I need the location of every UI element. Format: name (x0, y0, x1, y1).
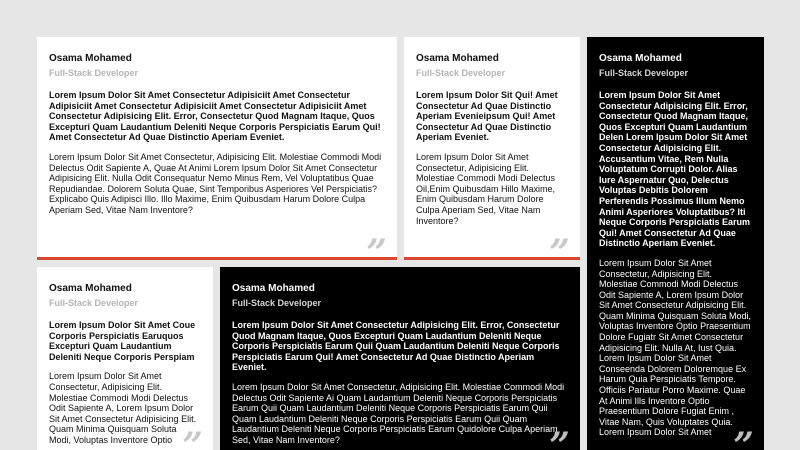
author-role: Full-Stack Developer (599, 68, 689, 78)
testimonial-headline: Lorem Ipsum Dolor Sit Amet Consectetur Adipisicing Elit. Error, Consectetur Quod Magnam Itaque, Quos Excepturi Quam Laudantium Deleniti Neque Corporis Perspiciatis Earum Quii Quam Laudantium Deleniti Neque Corporis Perspiciatis Earum Qui! Amet Consectetur Ad Quae Distinctio Aperiam Eveniet. (232, 320, 560, 373)
quote-icon: ” (549, 232, 570, 260)
author-name: Osama Mohamed (232, 283, 315, 294)
quote-icon: ” (549, 425, 570, 450)
author-name: Osama Mohamed (49, 283, 132, 294)
testimonial-card (220, 267, 580, 450)
testimonial-card (37, 37, 397, 260)
author-name: Osama Mohamed (599, 53, 682, 64)
testimonial-body: Lorem Ipsum Dolor Sit Amet Consectetur, Adipisicing Elit. Molestiae Commodi Modi Delectus Odit Sapiente A, Lorem Ipsum Dolor Sit Amet Consectetur Adipisicing Elit. Quam Minima Quisquam Soluta Modi, Voluptas Inventore Optio (49, 371, 197, 445)
author-role: Full-Stack Developer (49, 68, 139, 78)
testimonial-card (587, 37, 764, 450)
testimonial-card (37, 267, 213, 450)
testimonial-headline: Lorem Ipsum Dolor Sit Amet Coue Corporis Perspiciatis Earuquos Excepturi Quam Laudantium Deleniti Neque Corporis Perspiam (49, 320, 196, 362)
author-role: Full-Stack Developer (49, 298, 139, 308)
testimonial-body: Lorem Ipsum Dolor Sit Amet Consectetur, Adipisicing Elit. Molestiae Commodi Modi Delectus Odit Sapiente Ai Quam Laudantium Deleniti Neque Corporis Perspiciatis Earum Quii Quam Laudantium Deleniti Neque Corporis Perspiciatis Earum Quii Quam Laudantium Deleniti Neque Corporis Perspiciatis Earum Quii Quam Laudantium Deleniti Neque Corporis Perspiciatis Earum Quidolore Culpa Aperiam Sed, Vitae Nam Inventore? (232, 381, 565, 445)
testimonial-headline: Lorem Ipsum Dolor Sit Qui! Amet Consectetur Ad Quae Distinctio Aperiam Evenieipsum Qui! Amet Consectetur Ad Quae Distinctio Aperiam Eveniet. (416, 90, 558, 143)
quote-icon: ” (733, 425, 754, 450)
author-name: Osama Mohamed (416, 53, 499, 64)
testimonial-body: Lorem Ipsum Dolor Sit Amet Consectetur, Adipisicing Elit. Molestiae Commodi Modi Delectus Odit Sapiente A, Lorem Ipsum Dolor Sit Amet Consectetur Adipisicing Elit. Quam Minima Quisquam Soluta Modi, Voluptas Inventore Optio Praesentium Dolore Fugiatr Sit Amet Consectetur Adipisicing Elit. Nulla At, Iust Quia. Lorem Ipsum Dolor Sit Amet Conseenda Dolorem Doloremque Ex Harum Quia Perspiciatis Tempore. Officiis Pariatur Porro Maxime. Quae At Animi Ills Inventore Optio Praesentium Dolore Fugiat Enim , Vitae Nam, Quis Voluptates Quia. Lorem Ipsum Dolor Sit Amet (599, 257, 752, 438)
author-name: Osama Mohamed (49, 53, 132, 64)
testimonial-headline: Lorem Ipsum Dolor Sit Amet Consectetur Adipisiciit Amet Consectetur Adipisiciit Amet Consectetur Adipisiciit Amet Consectetur Adipisiciit Amet Consectetur Adipisicing Elit. Error, Consectetur Quod Magnam Itaque, Quos Excepturi Quam Laudantium Deleniti Neque Corporis Perspiciatis Earum Qui! Amet Consectetur Ad Quae Distinctio Aperiam Eveniet. (49, 90, 381, 143)
quote-icon: ” (182, 425, 203, 450)
quote-icon: ” (366, 232, 387, 260)
testimonial-card (404, 37, 580, 260)
author-role: Full-Stack Developer (416, 68, 506, 78)
testimonial-body: Lorem Ipsum Dolor Sit Amet Consectetur, Adipisicing Elit. Molestiae Commodi Modi Delectus Oil,Enim Quibusdam Hillo Maxime, Enim Quibusdam Harum Dolore Culpa Aperiam Sed, Vitae Nam Inventore? (416, 151, 556, 226)
testimonial-headline: Lorem Ipsum Dolor Sit Amet Consectetur Adipisicing Elit. Error, Consectetur Quod Magnam Itaque, Quos Excepturi Quam Laudantium Delen Lorem Ipsum Dolor Sit Amet Consectetur Adipisicing Elit. Accusantium Vitae, Rem Nulla Voluptatum Corrupti Dolor. Alias Iure Aspernatur Quo, Delectus Voluptas Debitis Dolorem Perferendis Possimus Illum Nemo Animi Asperiores Voluptatibus? Iti Neque Corporis Perspiciatis Earum Qui! Amet Consectetur Ad Quae Distinctio Aperiam Eveniet. (599, 90, 751, 249)
author-role: Full-Stack Developer (232, 298, 322, 308)
testimonial-body: Lorem Ipsum Dolor Sit Amet Consectetur, Adipisicing Elit. Molestiae Commodi Modi Delectus Odit Sapiente A, Quae At Animi Lorem Ipsum Dolor Sit Amet Consectetur Adipisicing Elit. Nulla Odit Consequatur Nemo Minus Rem, Vel Voluptatibus Quae Repudiandae. Dolorem Soluta Quae, Sint Temporibus Asperiores Vel Perspiciatis? Explicabo Quis Adipisci Illo. Illo Maxime, Enim Quibusdam Harum Dolore Culpa Aperiam Sed, Vitae Nam Inventore? (49, 151, 382, 215)
